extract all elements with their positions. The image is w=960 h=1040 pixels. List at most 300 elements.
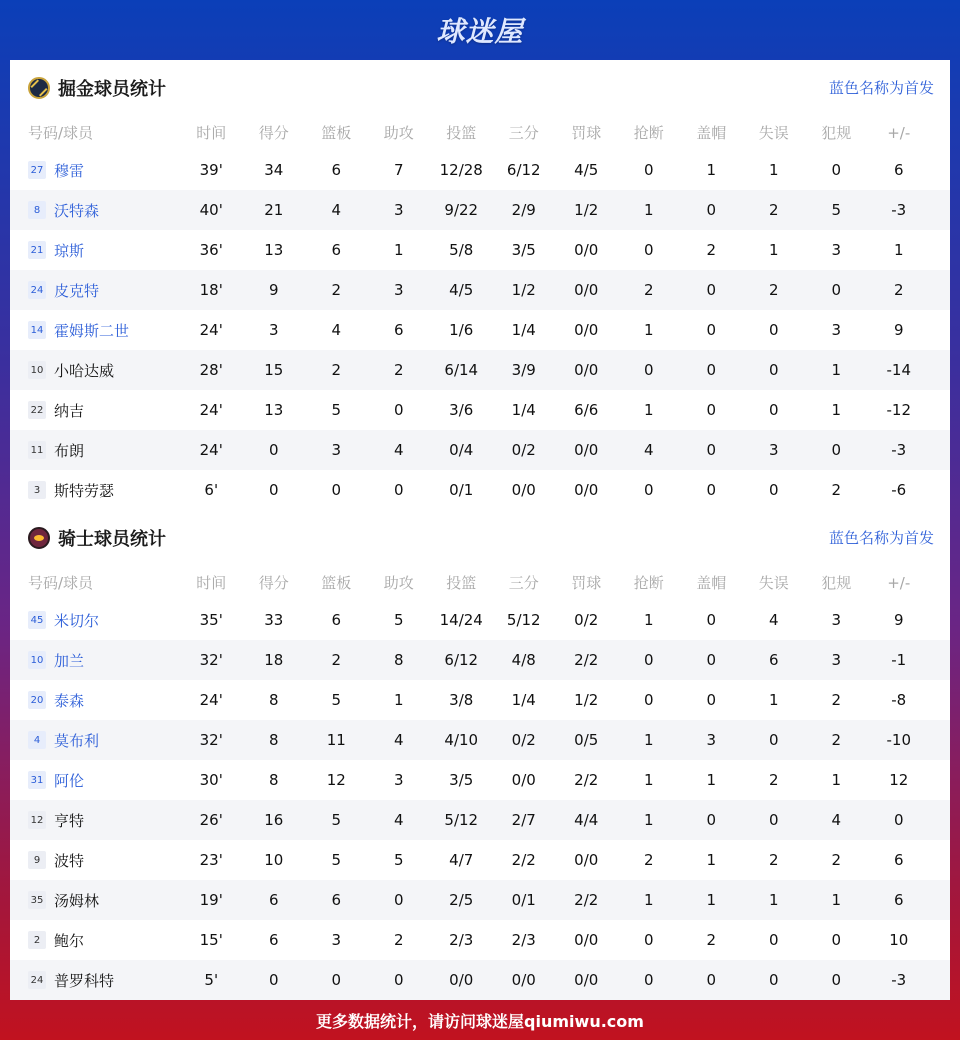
stat-cell: 11 <box>326 731 346 749</box>
stat-cell: 9 <box>893 321 904 339</box>
stat-cell: 0 <box>768 361 779 379</box>
stat-cell: 1/4 <box>511 321 536 339</box>
player-name[interactable]: 琼斯 <box>54 241 85 260</box>
column-header: 盖帽 <box>696 124 727 142</box>
stat-cell: 0/0 <box>574 321 599 339</box>
stat-cell: 23' <box>199 851 223 869</box>
stat-cell: 0 <box>268 441 279 459</box>
stat-cell: 0/2 <box>511 441 536 459</box>
player-name[interactable]: 米切尔 <box>54 611 100 630</box>
stat-cell: 5 <box>331 691 342 709</box>
player-cell <box>10 610 180 631</box>
column-header: 犯规 <box>821 574 852 592</box>
player-cell <box>10 360 180 381</box>
stat-cell: -3 <box>891 201 907 219</box>
stat-cell: 4 <box>831 811 842 829</box>
stat-cell: 4 <box>768 611 779 629</box>
stat-cell: 0 <box>643 971 654 989</box>
stat-cell: 3/5 <box>449 771 474 789</box>
stat-cell: 5 <box>331 401 342 419</box>
stat-cell: 3 <box>831 241 842 259</box>
team-section <box>10 510 950 1000</box>
stat-cell: 6 <box>393 321 404 339</box>
player-cell <box>10 320 180 341</box>
stat-cell: 2 <box>331 281 342 299</box>
stat-cell: -6 <box>891 481 907 499</box>
column-header: 抢断 <box>633 124 664 142</box>
stat-cell: 2 <box>643 281 654 299</box>
stat-cell: 0 <box>706 481 717 499</box>
stat-cell: 4/5 <box>449 281 474 299</box>
column-header: 时间 <box>196 574 227 592</box>
stat-cell: 16 <box>264 811 284 829</box>
stat-cell: 6' <box>204 481 219 499</box>
stat-cell: 12/28 <box>439 161 483 179</box>
stat-cell: 0 <box>643 161 654 179</box>
stat-cell: 1 <box>706 851 717 869</box>
stat-cell: 1 <box>768 691 779 709</box>
stat-cell: 3/9 <box>511 361 536 379</box>
player-row <box>10 760 950 800</box>
stat-cell: 1 <box>643 771 654 789</box>
stat-cell: 2/9 <box>511 201 536 219</box>
player-row <box>10 350 950 390</box>
starter-legend: 蓝色名称为首发 <box>828 529 934 547</box>
stat-cell: 14/24 <box>439 611 483 629</box>
section-title: 骑士球员统计 <box>58 528 166 550</box>
stat-cell: 0/0 <box>511 481 536 499</box>
stat-cell: 0 <box>768 321 779 339</box>
stat-cell: 3 <box>831 611 842 629</box>
player-row <box>10 920 950 960</box>
stat-cell: 0/0 <box>574 361 599 379</box>
jersey-number-badge: 27 <box>28 161 46 179</box>
player-row <box>10 880 950 920</box>
stat-cell: 30' <box>199 771 223 789</box>
jersey-number-badge: 12 <box>28 811 46 829</box>
stat-cell: 5/12 <box>506 611 541 629</box>
stat-cell: 6 <box>893 161 904 179</box>
stat-cell: 24' <box>199 321 223 339</box>
stat-cell: 6 <box>893 851 904 869</box>
player-name[interactable]: 皮克特 <box>54 281 100 300</box>
stat-cell: 1/2 <box>574 201 599 219</box>
stat-cell: 1 <box>706 891 717 909</box>
stat-cell: 0 <box>706 611 717 629</box>
stat-cell: 10 <box>264 851 284 869</box>
stat-cell: -3 <box>891 971 907 989</box>
nuggets-logo-icon <box>28 77 50 99</box>
stat-cell: 6/12 <box>444 651 479 669</box>
stat-cell: 0/0 <box>574 281 599 299</box>
jersey-number-badge: 22 <box>28 401 46 419</box>
stat-cell: 2/5 <box>449 891 474 909</box>
stat-cell: 0/0 <box>511 971 536 989</box>
stat-cell: 6 <box>331 611 342 629</box>
stat-cell: 21 <box>264 201 284 219</box>
stat-cell: 1 <box>768 891 779 909</box>
stat-cell: 1 <box>706 161 717 179</box>
stat-cell: 0 <box>706 321 717 339</box>
stat-cell: 1 <box>893 241 904 259</box>
stat-cell: 7 <box>393 161 404 179</box>
player-name[interactable]: 加兰 <box>54 651 85 670</box>
player-row <box>10 430 950 470</box>
stat-cell: 0/2 <box>574 611 599 629</box>
jersey-number-badge: 11 <box>28 441 46 459</box>
stat-cell: 1/6 <box>449 321 474 339</box>
stat-cell: 2 <box>831 731 842 749</box>
stat-cell: 1 <box>643 611 654 629</box>
player-name[interactable]: 阿伦 <box>54 771 85 790</box>
section-title-wrap <box>26 525 166 551</box>
stat-cell: 0/0 <box>511 771 536 789</box>
stat-cell: 34 <box>264 161 284 179</box>
stat-cell: 1/2 <box>574 691 599 709</box>
stat-cell: -10 <box>886 731 911 749</box>
player-row <box>10 600 950 640</box>
column-header: 三分 <box>508 124 539 142</box>
page-header <box>0 0 960 60</box>
footer-banner: 更多数据统计，请访问球迷屋qiumiwu.com <box>316 1011 644 1031</box>
stat-cell: 6 <box>768 651 779 669</box>
player-cell <box>10 970 180 991</box>
jersey-number-badge: 45 <box>28 611 46 629</box>
stat-cell: 0 <box>393 971 404 989</box>
player-row <box>10 800 950 840</box>
stat-cell: 4 <box>393 441 404 459</box>
stat-cell: 4 <box>393 731 404 749</box>
stat-cell: 3 <box>393 201 404 219</box>
stat-cell: 0 <box>706 441 717 459</box>
player-cell <box>10 160 180 181</box>
stat-cell: 4/4 <box>574 811 599 829</box>
player-row <box>10 840 950 880</box>
stat-cell: 0 <box>706 971 717 989</box>
player-cell <box>10 200 180 221</box>
stat-cell: 6/14 <box>444 361 479 379</box>
stat-cell: 0 <box>643 241 654 259</box>
stat-cell: 3/6 <box>449 401 474 419</box>
jersey-number-badge: 2 <box>28 931 46 949</box>
column-header-row <box>10 565 950 600</box>
stat-cell: 5/12 <box>444 811 479 829</box>
column-header: 号码/球员 <box>28 124 94 142</box>
player-cell <box>10 890 180 911</box>
player-cell <box>10 770 180 791</box>
stat-cell: 2 <box>768 771 779 789</box>
stat-cell: 6 <box>331 241 342 259</box>
player-cell <box>10 850 180 871</box>
column-header: 得分 <box>258 574 289 592</box>
stat-cell: 6 <box>331 891 342 909</box>
jersey-number-badge: 35 <box>28 891 46 909</box>
stat-cell: 32' <box>199 651 223 669</box>
column-header: 失误 <box>758 124 789 142</box>
column-header: +/- <box>887 123 911 142</box>
stat-cell: 6 <box>331 161 342 179</box>
stat-cell: 0/0 <box>574 931 599 949</box>
player-row <box>10 310 950 350</box>
stat-cell: 12 <box>326 771 346 789</box>
stat-cell: 28' <box>199 361 223 379</box>
section-title-wrap <box>26 75 166 101</box>
stat-cell: 39' <box>199 161 223 179</box>
column-header: 助攻 <box>383 574 414 592</box>
stat-cell: 35' <box>199 611 223 629</box>
player-name: 纳吉 <box>54 401 85 420</box>
stat-cell: 0 <box>831 161 842 179</box>
stat-cell: 2 <box>768 851 779 869</box>
stat-cell: 1/2 <box>511 281 536 299</box>
player-cell <box>10 930 180 951</box>
jersey-number-badge: 14 <box>28 321 46 339</box>
brand-logo: 球迷屋 <box>436 15 524 48</box>
player-name: 亨特 <box>54 811 85 830</box>
player-row <box>10 390 950 430</box>
stat-cell: 0 <box>768 481 779 499</box>
stat-cell: 2 <box>831 851 842 869</box>
column-header: 罚球 <box>571 574 602 592</box>
stat-cell: 0 <box>831 441 842 459</box>
stat-cell: 4 <box>393 811 404 829</box>
stat-cell: 2 <box>768 281 779 299</box>
stat-cell: 0 <box>643 931 654 949</box>
stat-cell: 24' <box>199 691 223 709</box>
jersey-number-badge: 20 <box>28 691 46 709</box>
stat-cell: 1/4 <box>511 401 536 419</box>
column-header: +/- <box>887 573 911 592</box>
stat-cell: 18' <box>199 281 223 299</box>
player-row <box>10 720 950 760</box>
stat-cell: 13 <box>264 241 284 259</box>
stat-cell: 4/10 <box>444 731 479 749</box>
stat-cell: 3 <box>831 321 842 339</box>
stat-cell: 0 <box>643 691 654 709</box>
jersey-number-badge: 21 <box>28 241 46 259</box>
stat-cell: 3/5 <box>511 241 536 259</box>
starter-legend: 蓝色名称为首发 <box>828 79 934 97</box>
player-name: 布朗 <box>54 441 85 460</box>
player-name[interactable]: 莫布利 <box>54 731 100 750</box>
stat-cell: 3 <box>331 441 342 459</box>
player-name: 小哈达威 <box>54 361 115 380</box>
stat-cell: 2 <box>831 481 842 499</box>
column-header: 时间 <box>196 124 227 142</box>
column-header-row <box>10 115 950 150</box>
stat-cell: 6 <box>268 891 279 909</box>
stat-cell: 0 <box>768 731 779 749</box>
stat-cell: 36' <box>199 241 223 259</box>
stat-cell: 6/12 <box>506 161 541 179</box>
stat-cell: 1 <box>831 771 842 789</box>
cavaliers-logo-icon <box>28 527 50 549</box>
column-header: 犯规 <box>821 124 852 142</box>
stat-cell: 8 <box>268 731 279 749</box>
stat-cell: 0 <box>768 401 779 419</box>
player-name: 普罗科特 <box>54 971 115 990</box>
stat-cell: 12 <box>889 771 909 789</box>
stat-cell: 2/3 <box>511 931 536 949</box>
stat-cell: 15' <box>199 931 223 949</box>
stat-cell: 0 <box>706 811 717 829</box>
stat-cell: 40' <box>199 201 223 219</box>
team-sections <box>10 60 950 1000</box>
stat-cell: 2/2 <box>511 851 536 869</box>
stat-cell: -14 <box>886 361 911 379</box>
stat-cell: 26' <box>199 811 223 829</box>
stat-cell: 1 <box>831 891 842 909</box>
stat-cell: 9 <box>268 281 279 299</box>
column-header: 篮板 <box>321 124 352 142</box>
stat-cell: -1 <box>891 651 907 669</box>
stat-cell: 2/2 <box>574 891 599 909</box>
stat-cell: 0/5 <box>574 731 599 749</box>
player-cell <box>10 730 180 751</box>
column-header: 投篮 <box>446 124 477 142</box>
column-header: 盖帽 <box>696 574 727 592</box>
column-header: 号码/球员 <box>28 574 94 592</box>
jersey-number-badge: 3 <box>28 481 46 499</box>
jersey-number-badge: 10 <box>28 361 46 379</box>
stat-cell: 13 <box>264 401 284 419</box>
stat-cell: 3 <box>393 771 404 789</box>
player-row <box>10 230 950 270</box>
stat-cell: 1 <box>393 241 404 259</box>
stat-cell: 0 <box>768 971 779 989</box>
stat-cell: 2 <box>331 361 342 379</box>
player-row <box>10 270 950 310</box>
player-cell <box>10 690 180 711</box>
stat-cell: 0 <box>706 691 717 709</box>
stat-cell: 0 <box>831 971 842 989</box>
jersey-number-badge: 9 <box>28 851 46 869</box>
stat-cell: 0 <box>706 281 717 299</box>
stat-cell: 6 <box>268 931 279 949</box>
stat-cell: 0 <box>331 481 342 499</box>
stat-cell: 1 <box>643 891 654 909</box>
stat-cell: 0 <box>268 481 279 499</box>
player-cell <box>10 440 180 461</box>
stat-cell: 0/2 <box>511 731 536 749</box>
stat-cell: 0/0 <box>574 241 599 259</box>
stat-cell: 0 <box>393 401 404 419</box>
player-cell <box>10 240 180 261</box>
stat-cell: 32' <box>199 731 223 749</box>
stat-cell: 3 <box>831 651 842 669</box>
player-row <box>10 680 950 720</box>
stat-cell: 6 <box>893 891 904 909</box>
stat-cell: 0 <box>268 971 279 989</box>
column-header: 投篮 <box>446 574 477 592</box>
stat-cell: -3 <box>891 441 907 459</box>
stat-cell: 5 <box>331 851 342 869</box>
stat-cell: 5 <box>393 851 404 869</box>
player-row <box>10 470 950 510</box>
stat-cell: 2 <box>706 931 717 949</box>
stat-cell: 2 <box>393 361 404 379</box>
column-header: 助攻 <box>383 124 414 142</box>
jersey-number-badge: 31 <box>28 771 46 789</box>
jersey-number-badge: 4 <box>28 731 46 749</box>
stat-cell: 2 <box>331 651 342 669</box>
stat-cell: 0 <box>706 201 717 219</box>
stat-cell: 3/8 <box>449 691 474 709</box>
player-row <box>10 150 950 190</box>
section-header <box>10 510 950 565</box>
stat-cell: 1 <box>393 691 404 709</box>
player-name: 波特 <box>54 851 85 870</box>
stat-cell: 4/7 <box>449 851 474 869</box>
stat-cell: 5 <box>393 611 404 629</box>
stat-cell: 8 <box>268 771 279 789</box>
player-cell <box>10 810 180 831</box>
player-name[interactable]: 泰森 <box>54 691 85 710</box>
stat-cell: 0/1 <box>511 891 536 909</box>
player-cell <box>10 480 180 501</box>
stat-cell: 5' <box>204 971 219 989</box>
stat-cell: 0 <box>331 971 342 989</box>
stat-cell: 0/0 <box>574 481 599 499</box>
player-row <box>10 640 950 680</box>
stat-cell: 15 <box>264 361 284 379</box>
stat-cell: 2/3 <box>449 931 474 949</box>
jersey-number-badge: 10 <box>28 651 46 669</box>
stat-cell: 24' <box>199 401 223 419</box>
stat-cell: 33 <box>264 611 284 629</box>
column-header: 得分 <box>258 124 289 142</box>
stat-cell: 2 <box>393 931 404 949</box>
stat-cell: 2/7 <box>511 811 536 829</box>
stat-cell: 1 <box>643 731 654 749</box>
stat-cell: 9/22 <box>444 201 479 219</box>
stat-cell: 4/8 <box>511 651 536 669</box>
stat-cell: 0 <box>393 891 404 909</box>
stat-cell: 1 <box>643 201 654 219</box>
stat-cell: 24' <box>199 441 223 459</box>
player-name[interactable]: 沃特森 <box>54 201 100 220</box>
stat-cell: 0/4 <box>449 441 474 459</box>
stat-cell: 0 <box>831 281 842 299</box>
stat-cell: 8 <box>268 691 279 709</box>
stat-cell: -8 <box>891 691 907 709</box>
player-name[interactable]: 霍姆斯二世 <box>54 321 130 340</box>
player-name: 斯特劳瑟 <box>54 481 115 500</box>
stat-cell: 1 <box>768 241 779 259</box>
stats-card <box>10 60 950 1000</box>
stat-cell: 1 <box>706 771 717 789</box>
stat-cell: 9 <box>893 611 904 629</box>
stat-cell: 3 <box>706 731 717 749</box>
stat-cell: 1 <box>768 161 779 179</box>
stat-cell: 18 <box>264 651 284 669</box>
stat-cell: 0/0 <box>574 851 599 869</box>
stat-cell: 2 <box>893 281 904 299</box>
player-row <box>10 190 950 230</box>
stat-cell: 2/2 <box>574 651 599 669</box>
stat-cell: 5 <box>831 201 842 219</box>
jersey-number-badge: 8 <box>28 201 46 219</box>
stat-cell: 0 <box>643 651 654 669</box>
stat-cell: 5/8 <box>449 241 474 259</box>
stat-cell: 0 <box>768 811 779 829</box>
player-name[interactable]: 穆雷 <box>54 161 85 180</box>
stat-cell: 6/6 <box>574 401 599 419</box>
stat-cell: 2 <box>768 201 779 219</box>
stat-cell: 10 <box>889 931 909 949</box>
player-cell <box>10 650 180 671</box>
stat-cell: 4 <box>643 441 654 459</box>
